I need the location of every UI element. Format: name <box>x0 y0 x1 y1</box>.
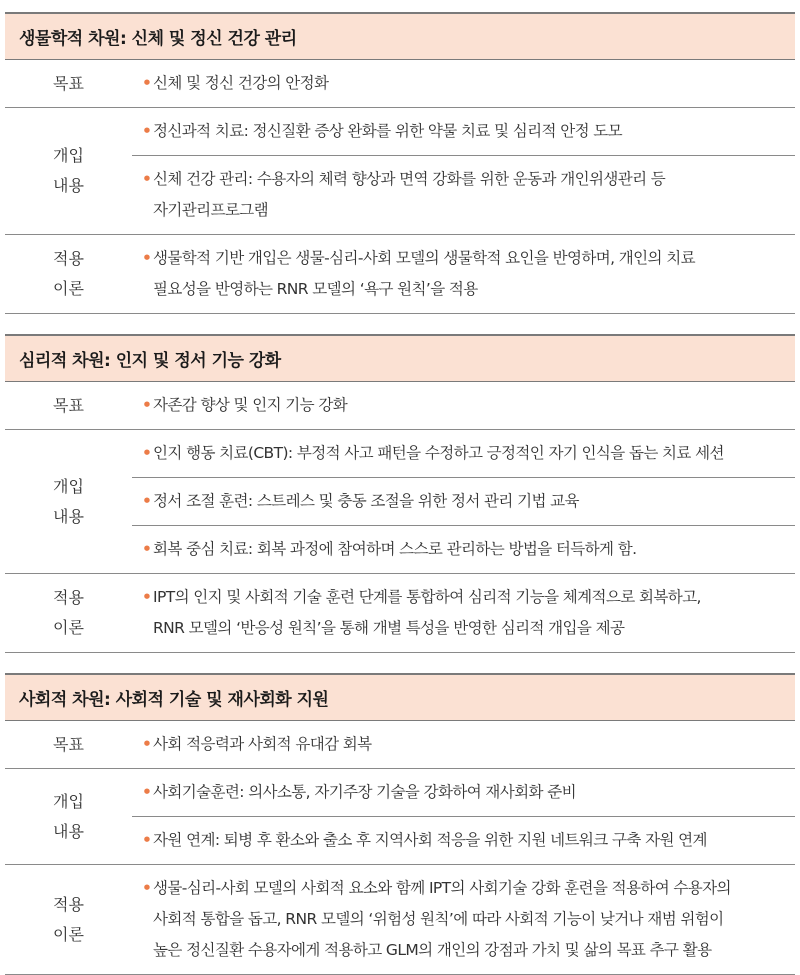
theory-item-line: 사회적 통합을 돕고, RNR 모델의 ‘위험성 원칙’에 따라 사회적 기능이 낮거나 재범 위험이 <box>153 910 724 928</box>
goal-label-text: 목표 <box>53 734 84 754</box>
intervention-label <box>5 108 132 234</box>
goal-row <box>5 60 795 108</box>
section-1 <box>5 12 795 314</box>
intervention-content <box>132 108 795 234</box>
theory-item-line: RNR 모델의 ‘반응성 원칙’을 통해 개별 특성을 반영한 심리적 개입을 제공 <box>153 619 625 637</box>
bullet-icon: • <box>142 492 152 510</box>
theory-item-line: 생물학적 기반 개입은 생물-심리-사회 모델의 생물학적 요인을 반영하며, 개인의 치료 <box>153 249 695 267</box>
theory-label-line: 적용 <box>53 894 84 914</box>
theory-row <box>5 574 795 653</box>
theory-content <box>132 865 795 974</box>
document-page <box>5 0 795 975</box>
goal-item <box>132 60 795 107</box>
goal-text: 자존감 향상 및 인지 기능 강화 <box>153 396 348 414</box>
theory-item-line: 필요성을 반영하는 RNR 모델의 ‘욕구 원칙’을 적용 <box>153 280 478 298</box>
bullet-icon: • <box>142 444 152 462</box>
intervention-item-line: 인지 행동 치료(CBT): 부정적 사고 패턴을 수정하고 긍정적인 자기 인식을 돕는 치료 세션 <box>153 444 724 462</box>
bullet-icon: • <box>142 396 152 414</box>
intervention-label <box>5 769 132 864</box>
theory-label <box>5 574 132 652</box>
theory-item-line: IPT의 인지 및 사회적 기술 훈련 단계를 통합하여 심리적 기능을 체계적으로 회복하고, <box>153 588 701 606</box>
theory-content <box>132 574 795 652</box>
intervention-row <box>5 108 795 235</box>
theory-label-line: 이론 <box>53 924 84 944</box>
bullet-icon: • <box>142 122 152 140</box>
goal-row <box>5 382 795 430</box>
intervention-item-line: 신체 건강 관리: 수용자의 체력 향상과 면역 강화를 위한 운동과 개인위생관리 등 <box>153 170 666 188</box>
goal-label-text: 목표 <box>53 395 84 415</box>
bullet-icon: • <box>142 735 152 753</box>
intervention-item <box>132 155 795 234</box>
intervention-item-line: 정서 조절 훈련: 스트레스 및 충동 조절을 위한 정서 관리 기법 교육 <box>153 492 579 510</box>
goal-label <box>5 382 132 429</box>
intervention-item-line: 자기관리프로그램 <box>153 201 268 219</box>
section-2 <box>5 334 795 653</box>
theory-row <box>5 235 795 314</box>
goal-label <box>5 721 132 768</box>
intervention-item <box>132 525 795 573</box>
bullet-icon: • <box>142 783 152 801</box>
goal-text: 신체 및 정신 건강의 안정화 <box>153 74 329 92</box>
intervention-item <box>132 769 795 816</box>
intervention-item <box>132 477 795 525</box>
theory-item-line: 생물-심리-사회 모델의 사회적 요소와 함께 IPT의 사회기술 강화 훈련을 적용하여 수용자의 <box>153 879 731 897</box>
bullet-icon: • <box>142 170 152 188</box>
goal-item <box>132 382 795 429</box>
goal-text: 사회 적응력과 사회적 유대감 회복 <box>153 735 372 753</box>
theory-label-line: 적용 <box>53 588 84 607</box>
theory-row <box>5 865 795 975</box>
intervention-label-line: 내용 <box>53 506 84 526</box>
intervention-item-line: 회복 중심 치료: 회복 과정에 참여하며 스스로 관리하는 방법을 터득하게 함. <box>153 540 637 558</box>
theory-label <box>5 235 132 313</box>
intervention-item-line: 자원 연계: 퇴병 후 환소와 출소 후 지역사회 적응을 위한 지원 네트워크 구축 자원 연계 <box>153 831 707 849</box>
theory-label-line: 이론 <box>53 618 84 637</box>
goal-item <box>132 721 795 768</box>
section-title: 생물학적 차원: 신체 및 정신 건강 관리 <box>5 12 795 60</box>
bullet-icon: • <box>142 879 152 897</box>
intervention-item <box>132 816 795 864</box>
theory-item <box>132 235 795 313</box>
intervention-row <box>5 430 795 574</box>
intervention-item-line: 사회기술훈련: 의사소통, 자기주장 기술을 강화하여 재사회화 준비 <box>153 783 576 801</box>
goal-content <box>132 721 795 768</box>
goal-label <box>5 60 132 107</box>
intervention-row <box>5 769 795 865</box>
section-title: 심리적 차원: 인지 및 정서 기능 강화 <box>5 334 795 382</box>
theory-content <box>132 235 795 313</box>
goal-content <box>132 382 795 429</box>
intervention-item-line: 정신과적 치료: 정신질환 증상 완화를 위한 약물 치료 및 심리적 안정 도모 <box>153 122 623 140</box>
intervention-label-line: 개입 <box>53 791 84 811</box>
theory-item <box>132 865 795 974</box>
theory-item-line: 높은 정신질환 수용자에게 적용하고 GLM의 개인의 강점과 가치 및 삶의 목표 추구 활용 <box>153 941 712 959</box>
theory-label <box>5 865 132 974</box>
goal-content <box>132 60 795 107</box>
intervention-item <box>132 430 795 477</box>
goal-row <box>5 721 795 769</box>
bullet-icon: • <box>142 249 152 267</box>
intervention-label-line: 내용 <box>53 176 84 195</box>
intervention-label-line: 개입 <box>53 476 84 496</box>
intervention-label <box>5 430 132 573</box>
section-3 <box>5 673 795 975</box>
bullet-icon: • <box>142 588 152 606</box>
intervention-item <box>132 108 795 155</box>
theory-label-line: 적용 <box>53 249 84 268</box>
bullet-icon: • <box>142 74 152 92</box>
intervention-content <box>132 430 795 573</box>
theory-item <box>132 574 795 652</box>
intervention-label-line: 개입 <box>53 146 84 165</box>
bullet-icon: • <box>142 831 152 849</box>
theory-label-line: 이론 <box>53 279 84 298</box>
section-title: 사회적 차원: 사회적 기술 및 재사회화 지원 <box>5 673 795 721</box>
goal-label-text: 목표 <box>53 73 84 93</box>
bullet-icon: • <box>142 540 152 558</box>
intervention-label-line: 내용 <box>53 821 84 841</box>
intervention-content <box>132 769 795 864</box>
